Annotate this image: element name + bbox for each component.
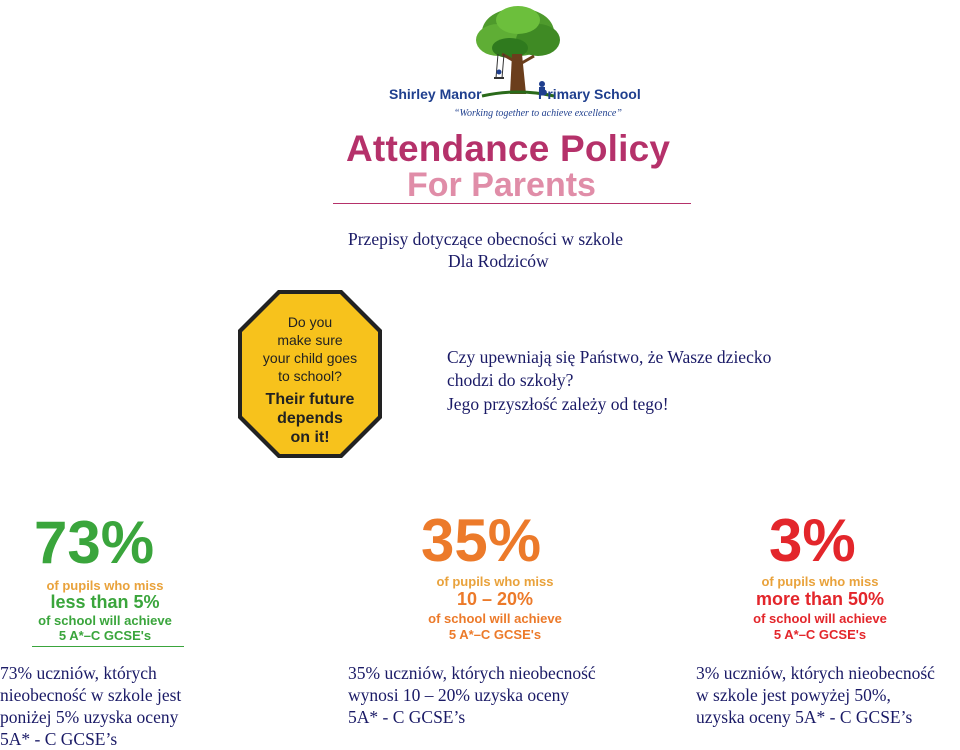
caption-line: 5A* - C GCSE’s [348, 707, 466, 727]
title-divider [333, 203, 691, 204]
stat-percent: 73% [34, 509, 155, 576]
logo-name-right: Primary School [538, 86, 641, 102]
question-line3: Jego przyszłość zależy od tego! [447, 394, 669, 414]
stat-line1: of pupils who miss [761, 574, 879, 589]
caption-line: 73% uczniów, których [0, 663, 157, 683]
sign-line4: to school? [278, 368, 342, 384]
question-line1: Czy upewniają się Państwo, że Wasze dziecko [447, 347, 772, 367]
school-logo [370, 2, 666, 122]
stat-caption [696, 662, 935, 728]
sign-line1: Do you [287, 314, 333, 330]
caption-line: 3% uczniów, których nieobecność [696, 663, 935, 683]
caption-line: 35% uczniów, których nieobecność [348, 663, 596, 683]
translation-title: Przepisy dotyczące obecności w szkole [348, 229, 624, 249]
stat-line2: of school will achieve [428, 611, 562, 626]
stat-highlight: more than 50% [755, 589, 885, 609]
caption-line: 5A* - C GCSE’s [0, 729, 118, 749]
stat-line1: of pupils who miss [436, 574, 554, 589]
logo-name-left: Shirley Manor [389, 86, 482, 102]
stat-percent: 35% [421, 507, 542, 574]
page-title: Attendance Policy [346, 128, 671, 169]
translation-subtitle: Dla Rodziców [448, 251, 549, 271]
stat-line3: 5 A*–C GCSE's [773, 627, 867, 642]
stat-line1: of pupils who miss [46, 578, 164, 593]
sign-line3: your child goes [262, 350, 358, 366]
page-subtitle: For Parents [407, 166, 596, 204]
school-sign [238, 290, 382, 458]
sign-line7: on it! [290, 429, 330, 446]
caption-line: nieobecność w szkole jest [0, 685, 182, 705]
stat-highlight: less than 5% [50, 592, 160, 612]
stat-underline [32, 646, 184, 647]
stat-percent: 3% [769, 507, 856, 574]
caption-line: poniżej 5% uzyska oceny [0, 707, 179, 727]
stat-block [745, 506, 905, 648]
caption-line: uzyska oceny 5A* - C GCSE’s [696, 707, 913, 727]
stat-caption [348, 662, 596, 728]
stat-line3: 5 A*–C GCSE's [448, 627, 542, 642]
caption-line: w szkole jest powyżej 50%, [696, 685, 891, 705]
stat-caption [0, 662, 181, 750]
sign-line6: depends [277, 410, 343, 427]
stat-block [415, 506, 585, 648]
stat-line2: of school will achieve [753, 611, 887, 626]
stat-line2: of school will achieve [38, 613, 172, 628]
logo-tagline: “Working together to achieve excellence” [454, 108, 622, 119]
stat-line3: 5 A*–C GCSE's [58, 628, 152, 643]
caption-line: wynosi 10 – 20% uzyska oceny [348, 685, 570, 705]
question-line2: chodzi do szkoły? [447, 370, 574, 390]
stat-block [30, 508, 190, 648]
tree-icon [370, 2, 666, 122]
sign-line2: make sure [277, 332, 343, 348]
sign-line5: Their future [265, 391, 355, 408]
octagon-sign-icon [238, 290, 382, 458]
stat-highlight: 10 – 20% [456, 589, 534, 609]
